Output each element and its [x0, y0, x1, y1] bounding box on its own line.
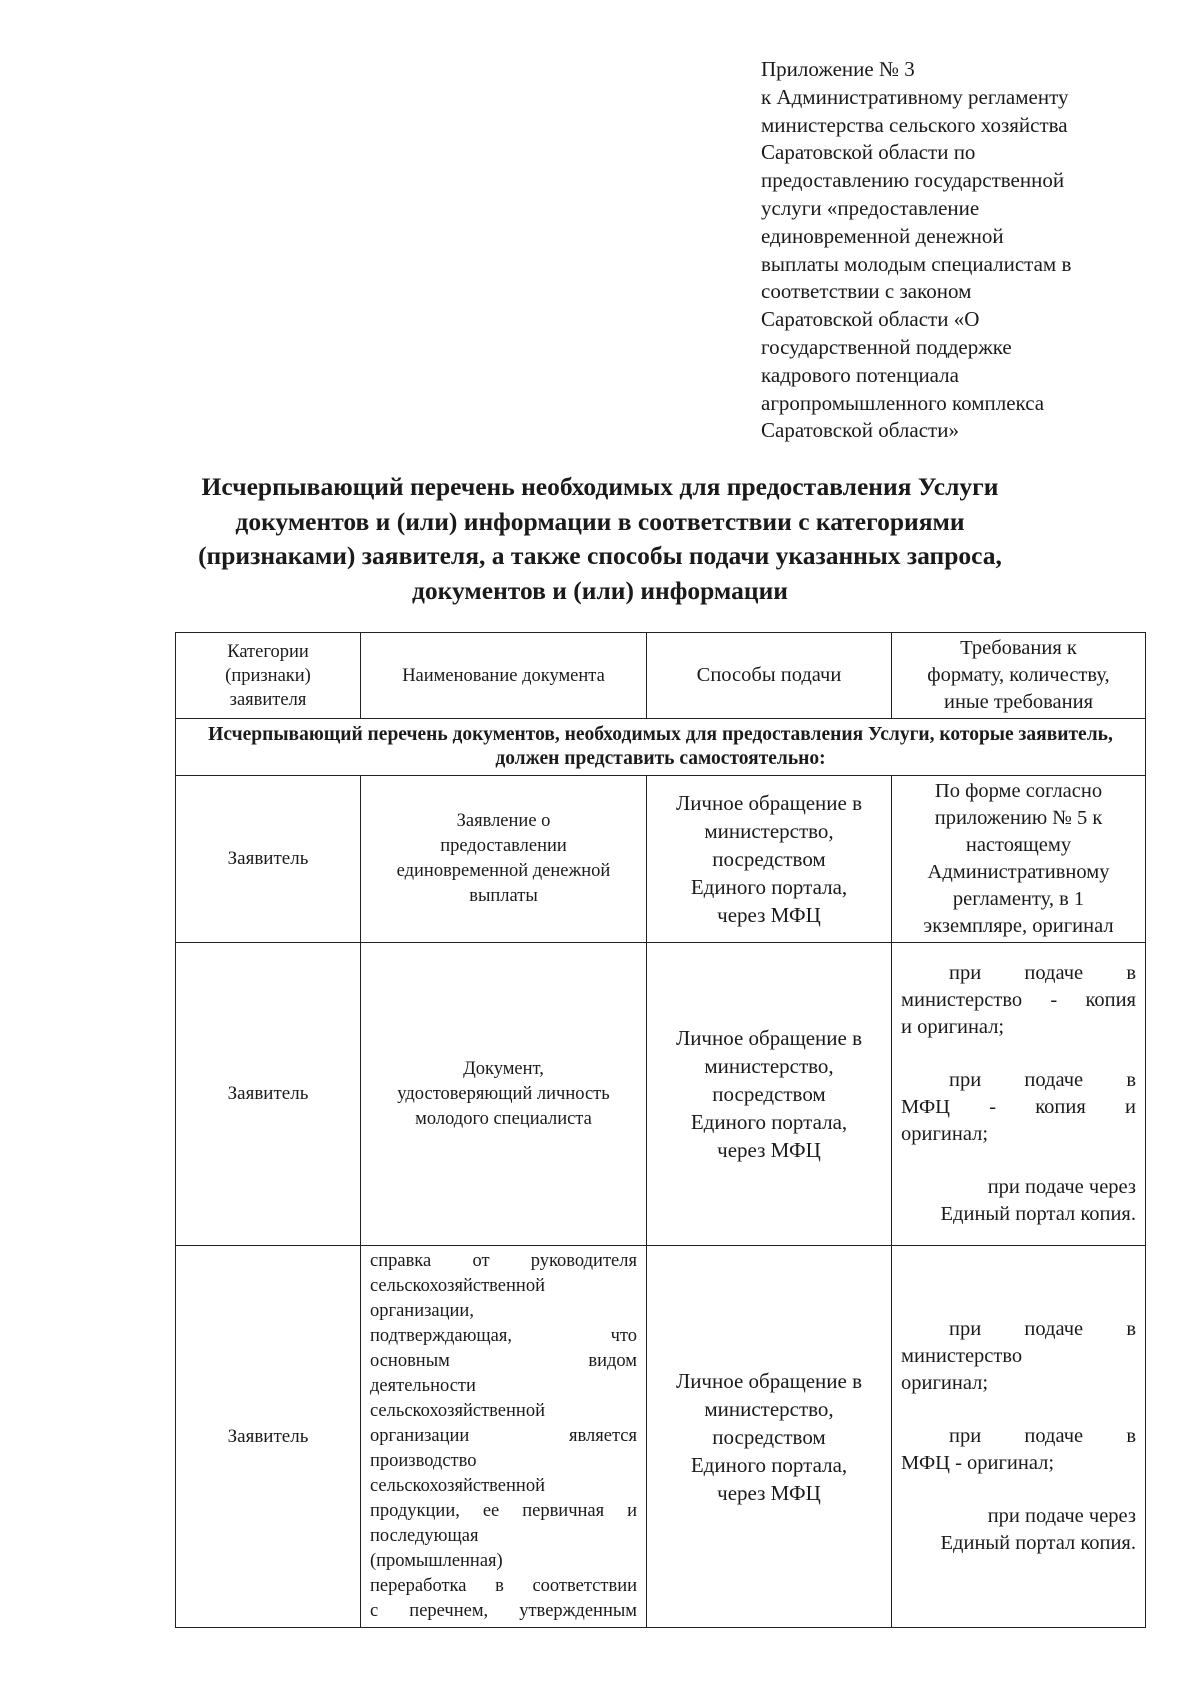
- name-line: сельскохозяйственной: [370, 1276, 545, 1296]
- method-line: Личное обращение в: [675, 1368, 863, 1393]
- title-line: (признаками) заявителя, а также способы подачи указанных запроса,: [198, 541, 1002, 570]
- name-line: удостоверяющий личность: [397, 1083, 610, 1104]
- requirements-line: при подаче в: [949, 1069, 1136, 1091]
- header-category-line: заявителя: [229, 689, 307, 710]
- method-line: министерство,: [704, 819, 834, 843]
- cell-category: Заявитель: [176, 943, 361, 1246]
- header-category-line: Категории: [227, 641, 309, 662]
- cell-category: Заявитель: [176, 776, 361, 943]
- requirements-line: Единый портал копия.: [940, 1203, 1136, 1225]
- name-line: основным видом: [370, 1351, 637, 1371]
- requirements-line: оригинал;: [901, 1123, 989, 1145]
- header-method: Способы подачи: [647, 633, 892, 719]
- cell-document-name: [361, 776, 647, 943]
- table-row: [176, 943, 1146, 1246]
- appendix-line: к Административному регламенту: [761, 84, 1069, 109]
- table-row: [176, 776, 1146, 943]
- appendix-line: агропромышленного комплекса: [761, 390, 1045, 415]
- header-name: Наименование документа: [361, 633, 647, 719]
- header-requirements-line: иные требования: [943, 691, 1094, 713]
- requirements-line: экземпляре, оригинал: [923, 915, 1114, 937]
- title-line: документов и (или) информации в соответствии с категориями: [235, 506, 965, 536]
- method-line: Личное обращение в: [675, 791, 863, 815]
- appendix-line: соответствии с законом: [761, 279, 972, 304]
- header-requirements-line: Требования к: [960, 637, 1077, 659]
- name-line: Заявление о: [456, 811, 551, 831]
- name-line: подтверждающая, что: [370, 1326, 637, 1346]
- requirements-line: настоящему: [965, 834, 1072, 856]
- method-line: Единого портала,: [690, 875, 848, 899]
- requirements-line: при подаче через: [987, 1176, 1136, 1198]
- section-title: Исчерпывающий перечень документов, необходимых для предоставления Услуги, которые заявитель, должен представить самостоятельно:: [176, 719, 1146, 776]
- name-line: единовременной денежной: [396, 861, 611, 881]
- name-line: сельскохозяйственной: [370, 1476, 545, 1496]
- cell-method: [647, 943, 892, 1246]
- method-line: посредством: [712, 1424, 826, 1449]
- method-line: посредством: [712, 1082, 826, 1106]
- header-requirements-line: формату, количеству,: [927, 664, 1110, 686]
- requirements-line: По форме согласно: [934, 780, 1103, 802]
- cell-document-name: [361, 1246, 647, 1628]
- header-requirements: [892, 633, 1146, 719]
- name-line: молодого специалиста: [415, 1108, 592, 1129]
- appendix-header: [761, 56, 1161, 445]
- requirements-line: МФЦ - копия и: [901, 1096, 1136, 1118]
- appendix-line: кадрового потенциала: [761, 362, 959, 387]
- table-header-row: [176, 633, 1146, 719]
- cell-requirements: [892, 943, 1146, 1246]
- requirements-line: Единый портал копия.: [940, 1532, 1136, 1554]
- name-line: производство: [370, 1451, 477, 1471]
- name-line: продукции, ее первичная и: [370, 1501, 637, 1521]
- method-line: через МФЦ: [717, 1480, 821, 1505]
- header-category-line: (признаки): [225, 665, 311, 686]
- requirements-line: министерство: [901, 1345, 1023, 1367]
- document-title: [150, 470, 1050, 608]
- cell-document-name: [361, 943, 647, 1246]
- appendix-line: предоставлению государственной: [761, 168, 1065, 193]
- name-line: деятельности: [370, 1376, 476, 1396]
- method-line: посредством: [712, 847, 826, 871]
- name-line: с перечнем, утвержденным: [370, 1601, 637, 1621]
- appendix-line: государственной поддержке: [761, 334, 1012, 359]
- appendix-line: единовременной денежной: [761, 223, 1004, 248]
- requirements-line: приложению № 5 к: [934, 807, 1103, 829]
- method-line: Личное обращение в: [675, 1026, 863, 1050]
- appendix-line: Саратовской области»: [761, 418, 959, 443]
- appendix-line: услуги «предоставление: [761, 195, 980, 220]
- cell-requirements: [892, 776, 1146, 943]
- appendix-line: Приложение № 3: [761, 57, 915, 81]
- method-line: министерство,: [704, 1396, 834, 1421]
- name-line: предоставлении: [440, 836, 567, 856]
- name-line: организации,: [370, 1301, 474, 1321]
- method-line: министерство,: [704, 1054, 834, 1078]
- name-line: переработка в соответствии: [370, 1576, 637, 1596]
- requirements-line: при подаче через: [987, 1505, 1136, 1527]
- title-line: документов и (или) информации: [412, 575, 788, 605]
- appendix-line: выплаты молодым специалистам в: [761, 251, 1072, 276]
- requirements-line: министерство - копия: [901, 989, 1136, 1011]
- title-line: Исчерпывающий перечень необходимых для предоставления Услуги: [201, 472, 999, 501]
- requirements-line: оригинал;: [901, 1372, 989, 1394]
- appendix-line: министерства сельского хозяйства: [761, 112, 1068, 137]
- cell-method: [647, 776, 892, 943]
- requirements-line: МФЦ - оригинал;: [901, 1452, 1055, 1474]
- name-line: последующая: [370, 1526, 479, 1546]
- cell-category: Заявитель: [176, 1246, 361, 1628]
- method-line: Единого портала,: [690, 1110, 848, 1134]
- requirements-line: и оригинал;: [901, 1016, 1005, 1038]
- cell-method: [647, 1246, 892, 1628]
- method-line: через МФЦ: [717, 903, 821, 927]
- documents-table: [175, 632, 1146, 1628]
- header-category: [176, 633, 361, 719]
- name-line: сельскохозяйственной: [370, 1401, 545, 1421]
- name-line: выплаты: [469, 886, 538, 906]
- requirements-line: при подаче в: [949, 1425, 1136, 1447]
- method-line: через МФЦ: [717, 1138, 821, 1162]
- requirements-line: при подаче в: [949, 962, 1136, 984]
- appendix-line: Саратовской области по: [761, 140, 976, 165]
- requirements-line: при подаче в: [949, 1318, 1136, 1340]
- name-line: Документ,: [463, 1058, 544, 1079]
- method-line: Единого портала,: [690, 1452, 848, 1477]
- requirements-line: регламенту, в 1: [952, 888, 1085, 910]
- appendix-line: Саратовской области «О: [761, 307, 980, 332]
- cell-requirements: [892, 1246, 1146, 1628]
- name-line: (промышленная): [370, 1551, 503, 1571]
- table-row: [176, 1246, 1146, 1628]
- section-title-row: [176, 719, 1146, 776]
- name-line: справка от руководителя: [370, 1251, 637, 1271]
- requirements-line: Административному: [927, 861, 1110, 883]
- name-line: организации является: [370, 1426, 637, 1446]
